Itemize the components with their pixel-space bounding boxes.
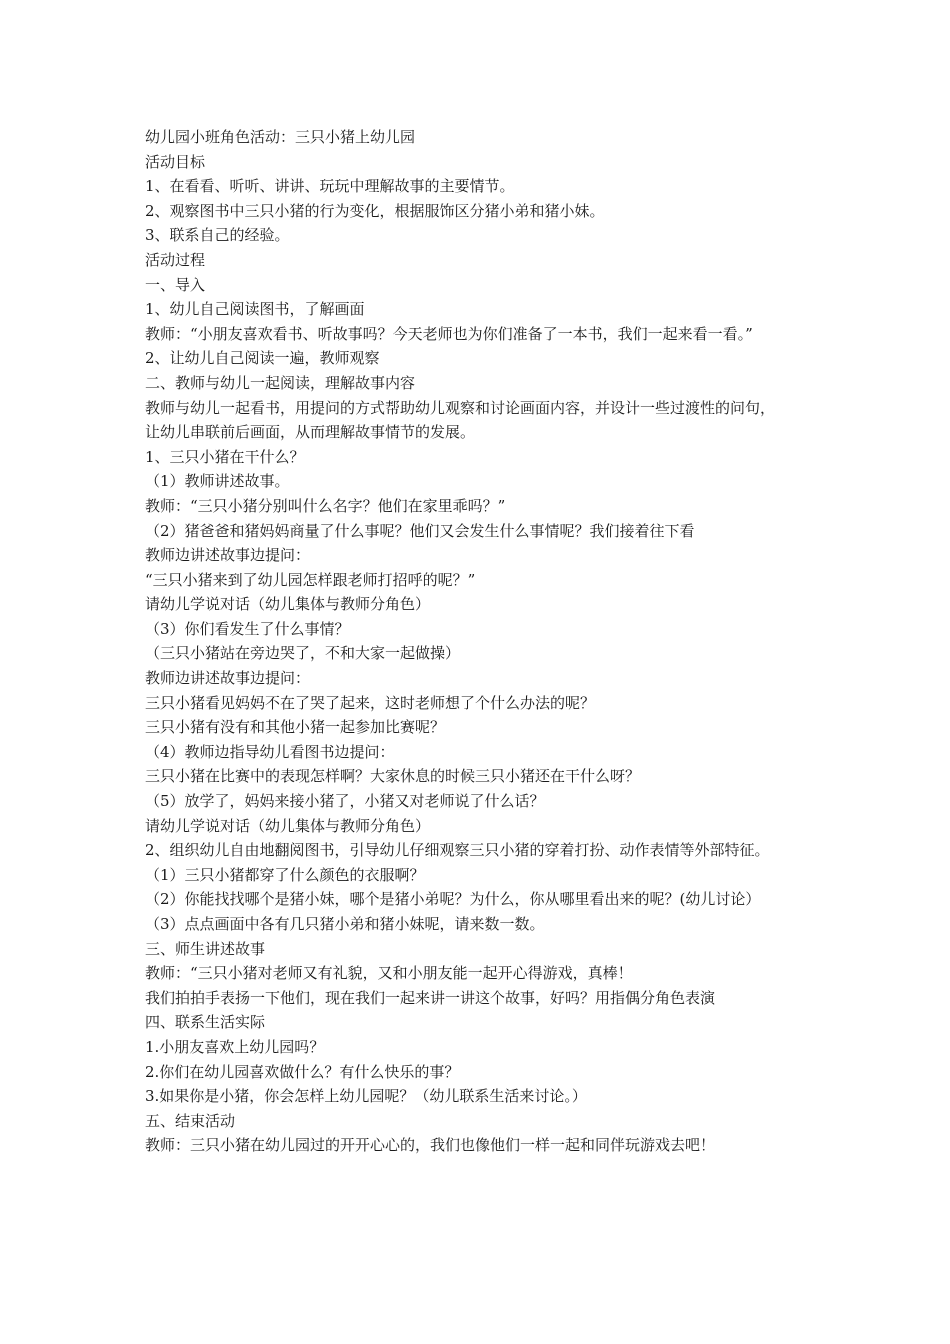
paragraph: （3）点点画面中各有几只猪小弟和猪小妹呢，请来数一数。 bbox=[145, 915, 545, 933]
paragraph: 我们拍拍手表扬一下他们，现在我们一起来讲一讲这个故事，好吗？用指偶分角色表演 bbox=[145, 988, 716, 1007]
paragraph: 1、幼儿自己阅读图书，了解画面 bbox=[145, 300, 365, 319]
paragraph: （3）你们看发生了什么事情？ bbox=[145, 619, 350, 638]
paragraph: 教师边讲述故事边提问： bbox=[145, 669, 311, 688]
paragraph: 2.你们在幼儿园喜欢做什么？有什么快乐的事？ bbox=[145, 1062, 460, 1081]
paragraph: 教师边讲述故事边提问： bbox=[145, 546, 311, 565]
paragraph: 三只小猪有没有和其他小猪一起参加比赛呢？ bbox=[145, 718, 446, 737]
paragraph: 三只小猪看见妈妈不在了哭了起来，这时老师想了个什么办法的呢？ bbox=[145, 693, 596, 712]
paragraph: （2）猪爸爸和猪妈妈商量了什么事呢？他们又会发生什么事情呢？我们接着往下看 bbox=[145, 521, 695, 540]
paragraph: 教师：“三只小猪分别叫什么名字？他们在家里乖吗？” bbox=[145, 496, 506, 515]
paragraph: 教师：“小朋友喜欢看书、听故事吗？今天老师也为你们准备了一本书，我们一起来看一看。” bbox=[145, 324, 753, 343]
paragraph: 让幼儿串联前后画面，从而理解故事情节的发展。 bbox=[145, 423, 476, 442]
paragraph: 2、组织幼儿自由地翻阅图书，引导幼儿仔细观察三只小猪的穿着打扮、动作表情等外部特征。 bbox=[145, 841, 770, 860]
paragraph: 3、联系自己的经验。 bbox=[145, 226, 290, 245]
section-heading: 三、师生讲述故事 bbox=[145, 939, 266, 958]
paragraph: “三只小猪来到了幼儿园怎样跟老师打招呼的呢？” bbox=[145, 570, 476, 589]
paragraph: 2、观察图书中三只小猪的行为变化，根据服饰区分猪小弟和猪小妹。 bbox=[145, 201, 605, 220]
paragraph: （三只小猪站在旁边哭了，不和大家一起做操） bbox=[145, 644, 461, 663]
section-heading: 活动目标 bbox=[145, 152, 206, 171]
paragraph: 2、让幼儿自己阅读一遍，教师观察 bbox=[145, 349, 380, 368]
paragraph: 1、在看看、听听、讲讲、玩玩中理解故事的主要情节。 bbox=[145, 177, 515, 196]
section-heading: 一、导入 bbox=[145, 275, 206, 294]
document-title: 幼儿园小班角色活动：三只小猪上幼儿园 bbox=[145, 128, 416, 146]
paragraph: （2）你能找找哪个是猪小妹，哪个是猪小弟呢？为什么，你从哪里看出来的呢？(幼儿讨论） bbox=[145, 890, 761, 909]
paragraph: （1）三只小猪都穿了什么颜色的衣服啊？ bbox=[145, 865, 425, 884]
paragraph: 教师：三只小猪在幼儿园过的开开心心的，我们也像他们一样一起和同伴玩游戏去吧！ bbox=[145, 1136, 716, 1155]
paragraph: 请幼儿学说对话（幼儿集体与教师分角色） bbox=[145, 816, 431, 835]
section-heading: 四、联系生活实际 bbox=[145, 1013, 266, 1032]
paragraph: 请幼儿学说对话（幼儿集体与教师分角色） bbox=[145, 595, 431, 614]
paragraph: （4）教师边指导幼儿看图书边提问： bbox=[145, 742, 395, 761]
section-heading: 五、结束活动 bbox=[145, 1111, 236, 1130]
document-body bbox=[145, 125, 820, 1158]
paragraph: （5）放学了，妈妈来接小猪了，小猪又对老师说了什么话？ bbox=[145, 792, 545, 811]
paragraph: 3.如果你是小猪，你会怎样上幼儿园呢？（幼儿联系生活来讨论。） bbox=[145, 1087, 587, 1106]
paragraph: （1）教师讲述故事。 bbox=[145, 472, 290, 491]
paragraph: 三只小猪在比赛中的表现怎样啊？大家休息的时候三只小猪还在干什么呀？ bbox=[145, 767, 641, 786]
paragraph: 教师：“三只小猪对老师又有礼貌，又和小朋友能一起开心得游戏，真棒！ bbox=[145, 964, 633, 983]
paragraph: 1.小朋友喜欢上幼儿园吗？ bbox=[145, 1037, 325, 1056]
paragraph: 1、三只小猪在干什么？ bbox=[145, 447, 305, 466]
section-heading: 活动过程 bbox=[145, 250, 206, 269]
paragraph: 教师与幼儿一起看书，用提问的方式帮助幼儿观察和讨论画面内容，并设计一些过渡性的问句， bbox=[145, 398, 776, 417]
section-heading: 二、教师与幼儿一起阅读，理解故事内容 bbox=[145, 373, 416, 392]
